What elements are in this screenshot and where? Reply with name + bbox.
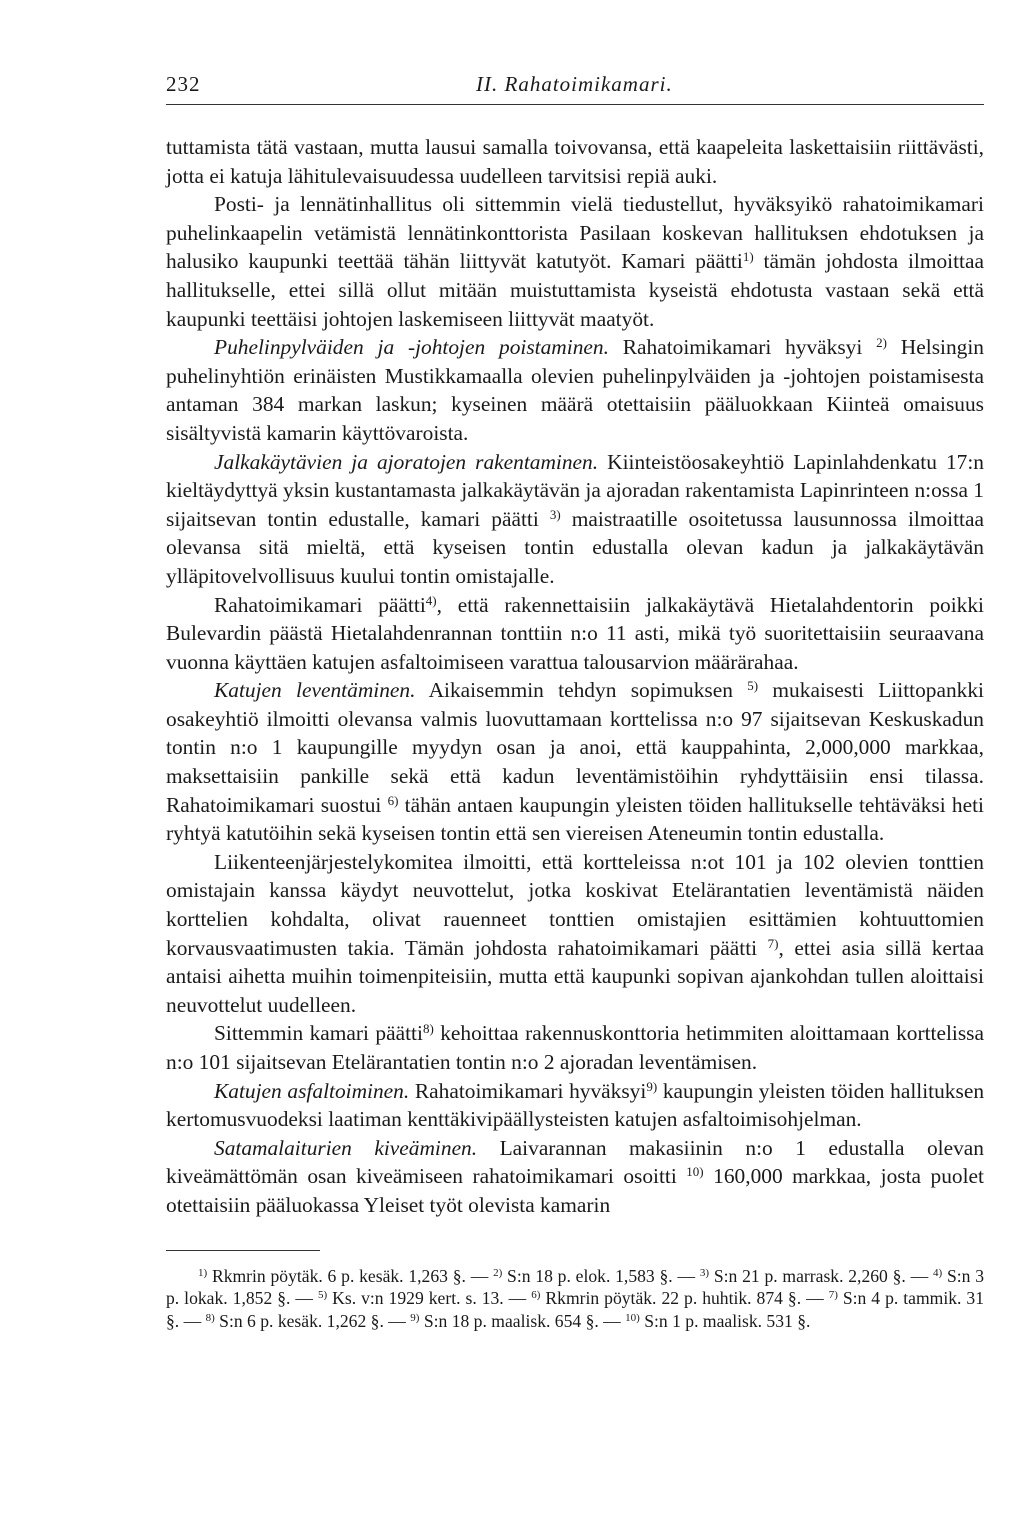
footnote-marker: 2) xyxy=(876,335,887,351)
footnote-marker: 2) xyxy=(493,1266,503,1279)
paragraph xyxy=(166,848,984,1020)
paragraph xyxy=(166,676,984,848)
footnote-marker: 5) xyxy=(318,1289,328,1302)
footnote-marker: 3) xyxy=(549,506,561,522)
footnote-marker: 8) xyxy=(205,1311,215,1324)
section-heading: Puhelinpylväiden ja -johtojen poistaminen. xyxy=(214,335,609,360)
footnote-marker: 10) xyxy=(625,1311,640,1324)
footnote-marker: 9) xyxy=(410,1311,420,1324)
section-heading: Katujen asfaltoiminen. xyxy=(214,1078,410,1103)
footnote-marker: 6) xyxy=(387,792,399,808)
footnote-marker: 4) xyxy=(933,1266,943,1279)
footnote-marker: 10) xyxy=(686,1164,704,1180)
text-run: Rkmrin pöytäk. 22 p. huhtik. 874 §. — xyxy=(540,1288,829,1309)
text-run: tämän johdosta ilmoittaa hallitukselle, ettei sillä ollut mitään muistuttamista kyseistä ehdotusta vastaan sekä että kaupunki teettäisi johtojen laskemiseen liittyvät maatyöt. xyxy=(166,249,984,331)
text-run: , ettei asia sillä kertaa antaisi aihetta muihin toimenpiteisiin, mutta että kaupunki sopivan ajankohdan tullen aloittaisi neuvottelut uudelleen. xyxy=(166,935,984,1017)
footnote-divider xyxy=(166,1250,320,1251)
section-heading: Satamalaiturien kiveäminen. xyxy=(214,1135,478,1160)
document-page xyxy=(166,64,984,1332)
paragraph xyxy=(166,448,984,591)
text-run: S:n 18 p. elok. 1,583 §. — xyxy=(502,1265,700,1286)
text-run: , että rakennettaisiin jalkakäytävä Hietalahdentorin poikki Bulevardin päästä Hietalahdenrannan tonttiin n:o 11 asti, mikä työ suoritettaisiin seuraavana vuonna käyttäen katujen asfaltoimiseen varattua talousarvion määrärahaa. xyxy=(166,592,984,674)
footnotes xyxy=(166,1265,984,1333)
paragraph xyxy=(166,190,984,333)
text-run: mukaisesti Liittopankki osakeyhtiö ilmoitti olevansa valmis luovuttamaan korttelissa n:o 97 sijaitsevan Keskuskadun tontin n:o 1 kaupungille myydyn osan ja anoi, että kauppahinta, 2,000,000 markkaa, maksettaisiin pankille sekä että kadun leventämistöihin ryhdyttäisiin ensi tilassa. Rahatoimikamari suostui xyxy=(166,678,984,817)
footnote-marker: 5) xyxy=(747,678,759,694)
paragraph xyxy=(166,333,984,447)
footnote-marker: 8) xyxy=(422,1021,434,1037)
text-run: tuttamista tätä vastaan, mutta lausui samalla toivovansa, että kaapeleita laskettaisiin riittävästi, jotta ei katuja lähitulevaisuudessa uudelleen tarvitsisi repiä auki. xyxy=(166,135,984,188)
footnote-marker: 3) xyxy=(699,1266,710,1279)
text-run: kehoittaa rakennuskonttoria hetimmiten aloittamaan korttelissa n:o 101 sijaitsevan Etelärantatien tontin n:o 2 ajoradan leventämisen. xyxy=(166,1021,984,1074)
text-run: Aikaisemmin tehdyn sopimuksen xyxy=(415,678,748,703)
footnote-marker: 7) xyxy=(767,935,779,951)
text-run: Posti- ja lennätinhallitus oli sittemmin vielä tiedustellut, hyväksyikö rahatoimikamari puhelinkaapelin vetämistä lennätinkonttorista Pasilaan koskevan hallituksen ehdotuksen ja halusiko kaupunki teettää tähän liittyvät katutyöt. Kamari päätti xyxy=(166,192,984,274)
text-run: Liikenteenjärjestelykomitea ilmoitti, että kortteleissa n:ot 101 ja 102 olevien tonttien omistajain kanssa käydyt neuvottelut, jotka koskivat Etelärantatien leventämistä näiden korttelien kohdalta, olivat rauenneet tonttien omistajien esittämien kohtuuttomien korvausvaatimusten takia. Tämän johdosta rahatoimikamari päätti xyxy=(166,849,984,960)
text-run: S:n 18 p. maalisk. 654 §. — xyxy=(419,1310,626,1331)
footnote-marker: 1) xyxy=(742,249,754,265)
footnote-marker: 6) xyxy=(531,1289,541,1302)
text-run: 160,000 markkaa, josta puolet otettaisiin pääluokassa Yleiset työt olevista kamarin xyxy=(166,1164,984,1217)
footnote-marker: 9) xyxy=(646,1078,658,1094)
paragraph xyxy=(166,1019,984,1076)
text-run: S:n 4 p. tammik. 31 §. — xyxy=(166,1288,984,1331)
text-run: Helsingin puhelinyhtiön erinäisten Mustikkamaalla olevien puhelinpylväiden ja -johtojen poistamisesta antaman 384 markan laskun; kyseinen määrä otettaisiin pääluokkaan Kiinteä omaisuus sisältyvistä kamarin käyttövaroista. xyxy=(166,335,984,445)
text-run: Kiinteistöosakeyhtiö Lapinlahdenkatu 17:n kieltäydyttyä yksin kustantamasta jalkakäytävän ja ajoradan rakentamista Lapinrinteen n:ossa 1 sijaitsevan tontin edustalle, kamari päätti xyxy=(166,449,984,531)
body-text xyxy=(166,133,984,1220)
paragraph xyxy=(166,1077,984,1134)
text-run: Rkmrin pöytäk. 6 p. kesäk. 1,263 §. — xyxy=(207,1265,494,1286)
paragraph xyxy=(166,1134,984,1220)
text-run: Rahatoimikamari hyväksyi xyxy=(409,1078,647,1103)
text-run: Rahatoimikamari päätti xyxy=(214,592,426,617)
text-run: S:n 1 p. maalisk. 531 §. xyxy=(639,1310,811,1331)
text-run: Sittemmin kamari päätti xyxy=(214,1021,423,1046)
text-run: Rahatoimikamari hyväksyi xyxy=(608,335,877,360)
text-run: Laivarannan makasiinin n:o 1 edustalla olevan kiveämättömän osan kiveämiseen rahatoimikamari osoitti xyxy=(166,1135,984,1189)
footnote-paragraph xyxy=(166,1265,984,1333)
running-title: II. Rahatoimikamari. xyxy=(476,72,673,96)
text-run: tähän antaen kaupungin yleisten töiden hallitukselle tehtäväksi heti ryhtyä katutöihin sekä kyseisen tontin että sen viereisen Ateneumin tontin edustalla. xyxy=(166,792,984,846)
paragraph xyxy=(166,591,984,677)
page-number: 232 xyxy=(166,72,201,96)
text-run: S:n 3 p. lokak. 1,852 §. — xyxy=(166,1265,985,1309)
footnote-marker: 4) xyxy=(425,592,437,608)
footnote-marker: 1) xyxy=(198,1266,208,1279)
text-run: kaupungin yleisten töiden hallituksen kertomusvuodeksi laatiman kenttäkivipäällysteisten katujen asfaltoimisohjelman. xyxy=(166,1078,985,1132)
text-run: Ks. v:n 1929 kert. s. 13. — xyxy=(327,1288,532,1309)
section-heading: Jalkakäytävien ja ajoratojen rakentaminen. xyxy=(214,449,599,474)
text-run: S:n 6 p. kesäk. 1,262 §. — xyxy=(214,1310,411,1331)
footnote-marker: 7) xyxy=(828,1289,838,1302)
text-run: maistraatille osoitetussa lausunnossa ilmoittaa olevansa sitä mieltä, että kyseisen tontin edustalla olevan kadun ja jalkakäytävän ylläpitovelvollisuus kuului tontin omistajalle. xyxy=(166,506,984,588)
page-header xyxy=(166,64,984,105)
paragraph xyxy=(166,133,984,190)
section-heading: Katujen leventäminen. xyxy=(214,678,416,703)
text-run: S:n 21 p. marrask. 2,260 §. — xyxy=(709,1265,933,1286)
